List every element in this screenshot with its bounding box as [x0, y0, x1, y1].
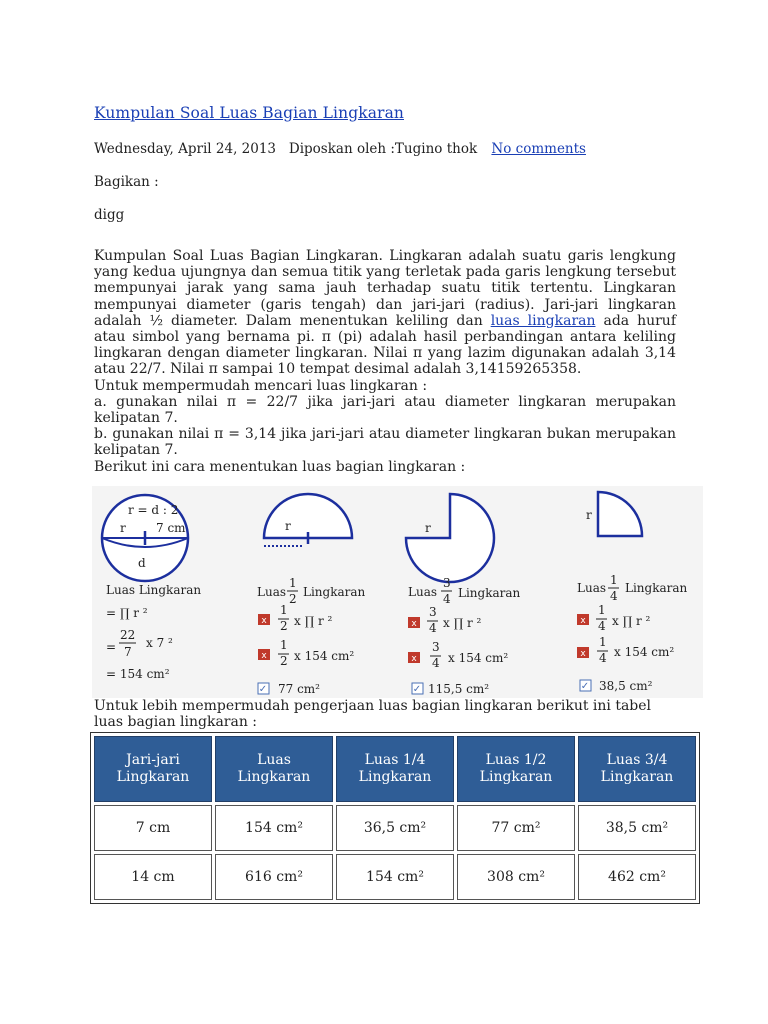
q-result-check-mark: ✓	[580, 681, 590, 692]
full-label-d: d	[138, 556, 146, 570]
article-body	[94, 248, 676, 475]
tq-result-check-mark: ✓	[412, 684, 422, 695]
half-label-r: r	[285, 519, 291, 533]
figure-svg	[92, 486, 703, 698]
full-step2: x 7 ²	[146, 636, 173, 650]
q-step2-den: 4	[599, 651, 607, 665]
author-prefix: Diposkan oleh :	[288, 141, 395, 157]
table-cell: 14 cm	[94, 854, 212, 900]
half-step1-cross-mark: x	[261, 616, 267, 626]
full-step1: = ∏ r ²	[106, 606, 148, 620]
q-caption-den: 4	[610, 589, 618, 603]
half-circle-shape	[264, 494, 352, 538]
tq-step2-num: 3	[432, 640, 440, 654]
full-label-7cm: 7 cm	[156, 521, 186, 535]
full-equals: =	[106, 640, 117, 654]
table-cell: 154 cm²	[336, 854, 454, 900]
header-luas: Luas Lingkaran	[215, 736, 333, 802]
header-jari-jari: Jari-jari Lingkaran	[94, 736, 212, 802]
table-cell: 616 cm²	[215, 854, 333, 900]
full-label-r: r	[120, 521, 126, 535]
table-cell: 77 cm²	[457, 805, 575, 851]
q-caption-post: Lingkaran	[625, 581, 688, 595]
label-r-equals-d: r = d : 2	[128, 503, 179, 517]
q-step2-num: 1	[599, 635, 607, 649]
tq-step1-den: 4	[429, 621, 437, 635]
post-author: Tugino thok	[394, 141, 478, 157]
half-circle-diagram	[257, 494, 366, 696]
header-luas-three-quarter: Luas 3/4 Lingkaran	[578, 736, 696, 802]
luas-lingkaran-link[interactable]: luas lingkaran	[490, 312, 596, 329]
full-result: = 154 cm²	[106, 667, 170, 681]
q-caption-num: 1	[610, 573, 618, 587]
three-quarter-shape	[406, 494, 494, 582]
q-step1-den: 4	[598, 619, 606, 633]
paragraph-intro: Kumpulan Soal Luas Bagian Lingkaran. Lingkaran adalah suatu garis lengkung yang kedua ujungnya dan semua titik yang terletak pada garis lengkung tersebut mempunyai jarak yang sama jauh terhadap suatu titik tertentu. Lingkaran mempunyai diameter (garis tengah) dan jari-jari (radius). Jari-jari lingkaran adalah ½ diameter. Dalam menentukan keliling dan luas lingkaran ada huruf atau simbol yang bernama pi. π (pi) adalah hasil perbandingan antara keliling lingkaran dengan diameter lingkaran. Nilai π yang lazim digunakan adalah 3,14 atau 22/7. Nilai π sampai 10 tempat desimal adalah 3,14159265358.	[94, 248, 677, 378]
area-table	[90, 732, 700, 904]
q-step1-cross-mark: x	[580, 616, 586, 626]
half-step2: x 154 cm²	[294, 649, 355, 663]
table-cell: 462 cm²	[578, 854, 696, 900]
three-quarter-circle-diagram	[406, 494, 521, 696]
paragraph-table-intro: Untuk lebih mempermudah pengerjaan luas bagian lingkaran berikut ini tabel luas bagian lingkaran :	[94, 698, 652, 730]
post-date: Wednesday, April 24, 2013	[94, 141, 277, 157]
quarter-label-r: r	[586, 508, 592, 522]
q-step2-cross-mark: x	[580, 649, 586, 659]
comments-link[interactable]: No comments	[491, 141, 586, 157]
circle-area-figure	[92, 486, 703, 698]
tq-step1-num: 3	[429, 605, 437, 619]
tq-step2-den: 4	[432, 656, 440, 670]
half-caption-den: 2	[289, 592, 297, 606]
three-quarter-label-r: r	[425, 521, 431, 535]
half-caption-num: 1	[289, 576, 297, 590]
paragraph-rule-a: a. gunakan nilai π = 22/7 jika jari-jari atau diameter lingkaran merupakan kelipatan 7.	[94, 393, 676, 427]
q-step1: x ∏ r ²	[612, 614, 651, 628]
half-step1: x ∏ r ²	[294, 614, 333, 628]
full-circle-diagram	[102, 495, 201, 681]
tq-caption-pre: Luas	[408, 585, 438, 599]
digg-share-link[interactable]: digg	[94, 207, 125, 223]
half-step1-den: 2	[280, 619, 288, 633]
full-caption: Luas Lingkaran	[106, 583, 202, 597]
table-header-row	[94, 736, 696, 802]
tq-caption-den: 4	[443, 592, 451, 606]
share-label: Bagikan :	[94, 174, 159, 190]
post-meta	[94, 141, 586, 157]
table-cell: 308 cm²	[457, 854, 575, 900]
table-cell: 7 cm	[94, 805, 212, 851]
tq-step2: x 154 cm²	[448, 651, 509, 665]
full-frac-den: 7	[124, 645, 132, 659]
tq-step1: x ∏ r ²	[443, 616, 482, 630]
quarter-circle-diagram	[577, 492, 688, 693]
paragraph-figure-intro: Berikut ini cara menentukan luas bagian lingkaran :	[94, 458, 466, 475]
table-cell: 38,5 cm²	[578, 805, 696, 851]
paragraph-instruction: Untuk mempermudah mencari luas lingkaran :	[94, 377, 428, 394]
half-caption-pre: Luas	[257, 585, 287, 599]
half-step2-cross-mark: x	[261, 651, 267, 661]
tq-result: 115,5 cm²	[428, 682, 490, 696]
table-row	[94, 854, 696, 900]
post-title[interactable]: Kumpulan Soal Luas Bagian Lingkaran	[94, 104, 404, 122]
half-result: 77 cm²	[278, 682, 320, 696]
tq-caption-num: 3	[443, 576, 451, 590]
half-caption-post: Lingkaran	[303, 585, 366, 599]
half-step2-num: 1	[280, 638, 288, 652]
q-caption-pre: Luas	[577, 581, 607, 595]
tq-step2-cross-mark: x	[411, 654, 417, 664]
header-luas-quarter: Luas 1/4 Lingkaran	[336, 736, 454, 802]
tq-caption-post: Lingkaran	[458, 586, 521, 600]
tq-step1-cross-mark: x	[411, 619, 417, 629]
table-cell: 154 cm²	[215, 805, 333, 851]
quarter-shape	[598, 492, 642, 536]
header-luas-half: Luas 1/2 Lingkaran	[457, 736, 575, 802]
half-step2-den: 2	[280, 654, 288, 668]
paragraph-rule-b: b. gunakan nilai π = 3,14 jika jari-jari atau diameter lingkaran bukan merupakan kelipatan 7.	[94, 426, 676, 459]
full-frac-num: 22	[120, 628, 136, 642]
half-result-check-mark: ✓	[258, 684, 268, 695]
half-step1-num: 1	[280, 603, 288, 617]
q-result: 38,5 cm²	[599, 679, 653, 693]
q-step1-num: 1	[598, 603, 606, 617]
q-step2: x 154 cm²	[614, 645, 675, 659]
table-row	[94, 805, 696, 851]
table-cell: 36,5 cm²	[336, 805, 454, 851]
